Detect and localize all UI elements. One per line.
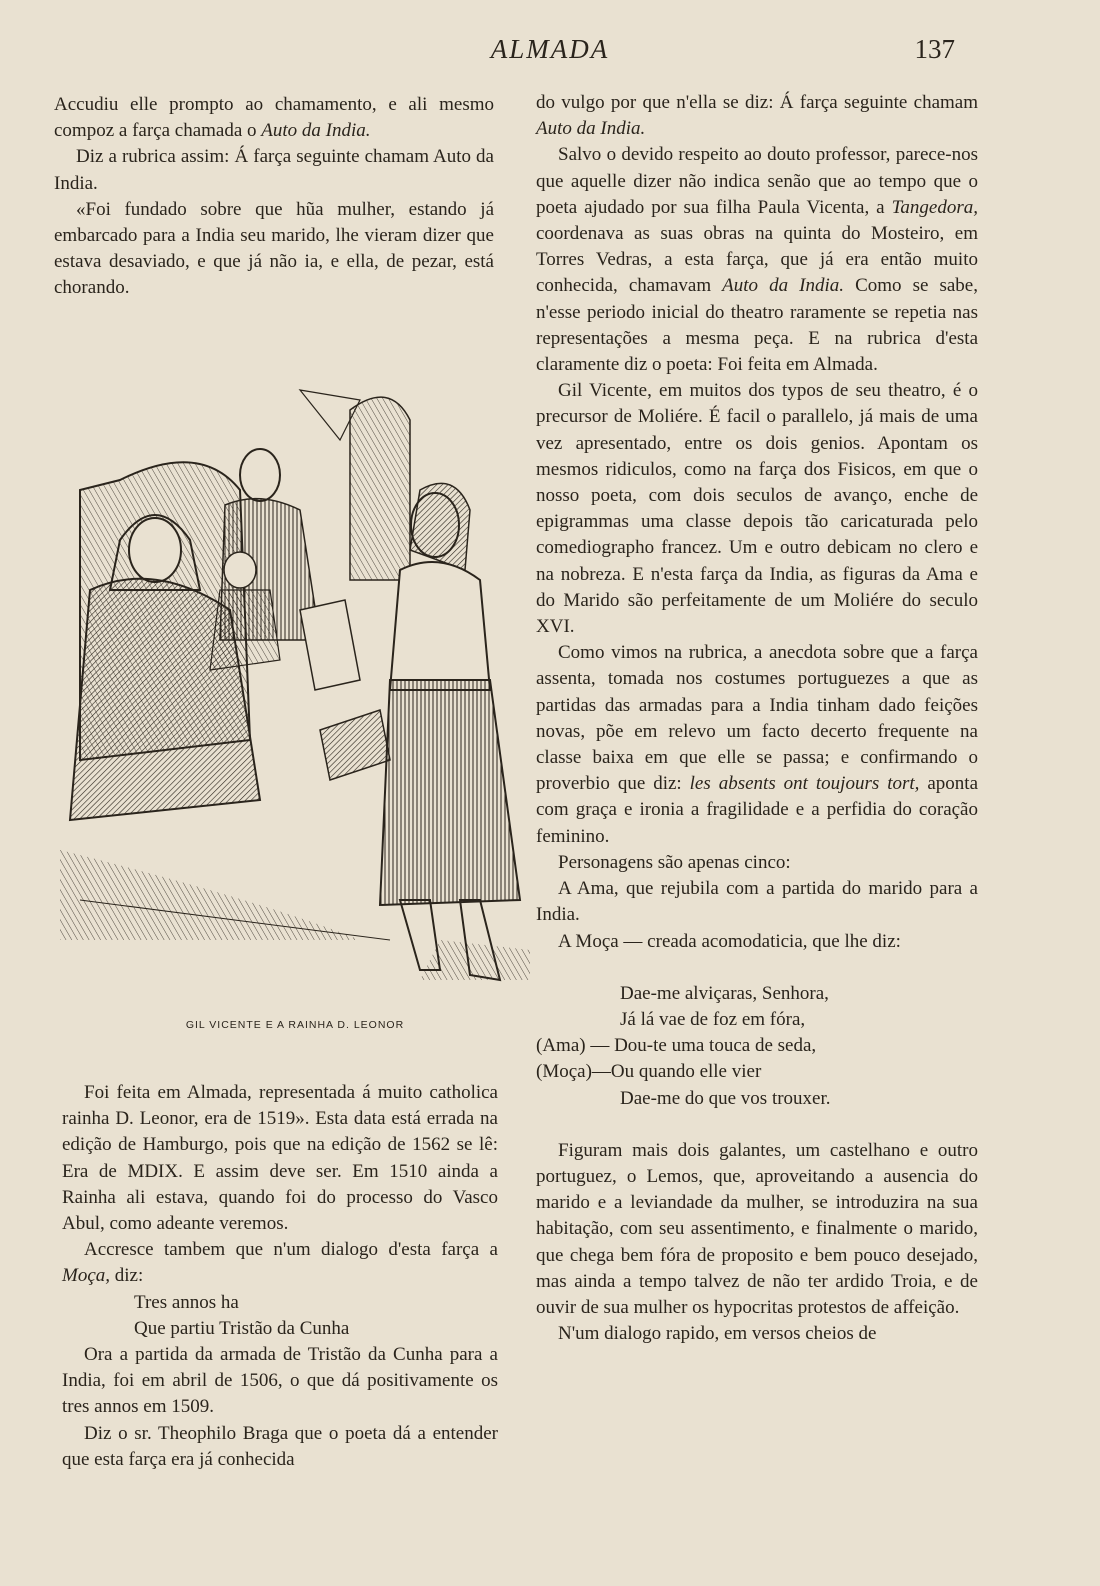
paragraph-text: do vulgo por que n'ella se diz: Á farça seguinte chamam bbox=[536, 92, 978, 113]
paragraph bbox=[536, 142, 978, 378]
figure-caption: GIL VICENTE E A RAINHA D. LEONOR bbox=[185, 1019, 405, 1031]
verse-line: (Moça)—Ou quando elle vier bbox=[536, 1061, 762, 1083]
paragraph bbox=[536, 90, 978, 142]
verse-line: Tres annos ha bbox=[134, 1291, 239, 1313]
italic-word: Tangedora, bbox=[891, 196, 978, 218]
paragraph-text: coordenava as suas obras na quinta do Mosteiro, em Torres Vedras, a esta farça, que já era então muito conhecida, chamavam bbox=[536, 223, 978, 297]
paragraph bbox=[54, 92, 494, 144]
paragraph-text: Accudiu elle prompto ao chamamento, e ali mesmo compoz a farça chamada o bbox=[54, 94, 494, 142]
running-title: ALMADA bbox=[490, 34, 610, 64]
paragraph-text: Como vimos na rubrica, a anecdota sobre que a farça assenta, tomada nos costumes portuguezes a que as partidas das armadas para a India tinham dado feições novas, põe em relevo um facto decerto frequente na classe baixa em que elle se passa; e confirmando o proverbio que diz: bbox=[536, 642, 978, 795]
italic-title: Auto da India. bbox=[261, 120, 371, 142]
verse-dialogue bbox=[536, 981, 978, 1112]
right-column bbox=[536, 90, 978, 1347]
courtier-figure bbox=[240, 449, 280, 501]
paragraph: Diz a rubrica assim: Á farça seguinte chamam Auto da India. bbox=[54, 146, 494, 194]
paragraph: A Ama, que rejubila com a partida do marido para a India. bbox=[536, 878, 978, 926]
paragraph-text: diz: bbox=[110, 1265, 144, 1287]
verse-line: Dae-me do que vos trouxer. bbox=[620, 1087, 831, 1109]
left-column-top bbox=[54, 92, 494, 302]
paragraph-text: Salvo o devido respeito ao douto professor, parece-nos que aquelle dizer não indica senão que ao tempo que o poeta ajudado por sua filha Paula Vicenta, a bbox=[536, 144, 978, 218]
italic-word: Moça, bbox=[62, 1265, 111, 1287]
paragraph: Diz o sr. Theophilo Braga que o poeta dá a entender que esta farça era já conhecida bbox=[62, 1422, 498, 1470]
verse-line: (Ama) — Dou-te uma touca de seda, bbox=[536, 1035, 817, 1057]
running-head bbox=[0, 34, 1100, 74]
paragraph: A Moça — creada acomodaticia, que lhe diz: bbox=[558, 930, 901, 952]
paragraph: «Foi fundado sobre que hũa mulher, estando já embarcado para a India seu marido, lhe vieram dizer que estava desaviado, e que já não ia, e ella, de pezar, está chorando. bbox=[54, 198, 494, 299]
illustration bbox=[60, 380, 530, 1020]
paragraph: Gil Vicente, em muitos dos typos de seu theatro, é o precursor de Moliére. É facil o parallelo, já mais de uma vez apresentado, entre os dois genios. Apontam os mesmos ridiculos, como na farça dos Fisicos, em que o nosso poeta, com dois seculos de avanço, enche de epigrammas uma classe depois tão caricaturada pelo comediographo francez. Um e outro debicam no clero e na nobreza. E n'esta farça da India, as figuras da Ama e do Marido são perfeitamente de um Moliére do seculo XVI. bbox=[536, 380, 978, 638]
paragraph-text: Como se sabe, n'esse periodo inicial do theatro raramente se repetia nas representações a mesma peça. E na rubrica d'esta claramente diz o poeta: Foi feita em Almada. bbox=[536, 275, 978, 376]
page-number: 137 bbox=[914, 34, 955, 64]
verse-line: Dae-me alviçaras, Senhora, bbox=[620, 982, 829, 1004]
paragraph: Foi feita em Almada, representada á muito catholica rainha D. Leonor, era de 1519». Esta data está errada na edição de Hamburgo, pois que na edição de 1562 se lê: Era de MDIX. E assim deve ser. Em 1510 ainda a Rainha ali estava, quando foi do processo do Vasco Abul, como adeante veremos. bbox=[62, 1082, 498, 1235]
paragraph-text: Accresce tambem que n'um dialogo d'esta farça a bbox=[84, 1239, 498, 1261]
verse-line: Já lá vae de foz em fóra, bbox=[620, 1008, 806, 1030]
italic-proverb: les absents ont toujours tort, bbox=[689, 773, 920, 795]
manuscript bbox=[300, 600, 360, 690]
paragraph: Personagens são apenas cinco: bbox=[558, 851, 791, 873]
paragraph bbox=[62, 1237, 498, 1289]
paragraph bbox=[536, 640, 978, 850]
window-arch bbox=[350, 397, 410, 580]
verse-line: Que partiu Tristão da Cunha bbox=[134, 1317, 350, 1339]
engraving-illustration bbox=[60, 380, 530, 1020]
paragraph: N'um dialogo rapido, em versos cheios de bbox=[558, 1323, 877, 1345]
queen-figure bbox=[129, 518, 181, 582]
italic-title: Auto da India. bbox=[722, 275, 845, 297]
left-column-bottom bbox=[62, 1080, 498, 1473]
verse-quote bbox=[62, 1290, 498, 1342]
paragraph-text: aponta com graça e ironia a fragilidade e a perfidia do coração feminino. bbox=[536, 773, 979, 847]
paragraph: Ora a partida da armada de Tristão da Cunha para a India, foi em abril de 1506, o que dá positivamente os tres annos em 1509. bbox=[62, 1344, 498, 1418]
paragraph: Figuram mais dois galantes, um castelhano e outro portuguez, o Lemos, que, aproveitando a ausencia do marido e a leviandade da mulher, se introduzira na sua habitação, com seu assentimento, e finalmente o marido, que chega bem fóra de proposito e bem pouco desejado, mas ainda a tempo talvez de não ter ardido Troia, e de ouvir de sua mulher os hypocritas protestos de affeição. bbox=[536, 1139, 978, 1318]
italic-title: Auto da India. bbox=[536, 118, 646, 140]
